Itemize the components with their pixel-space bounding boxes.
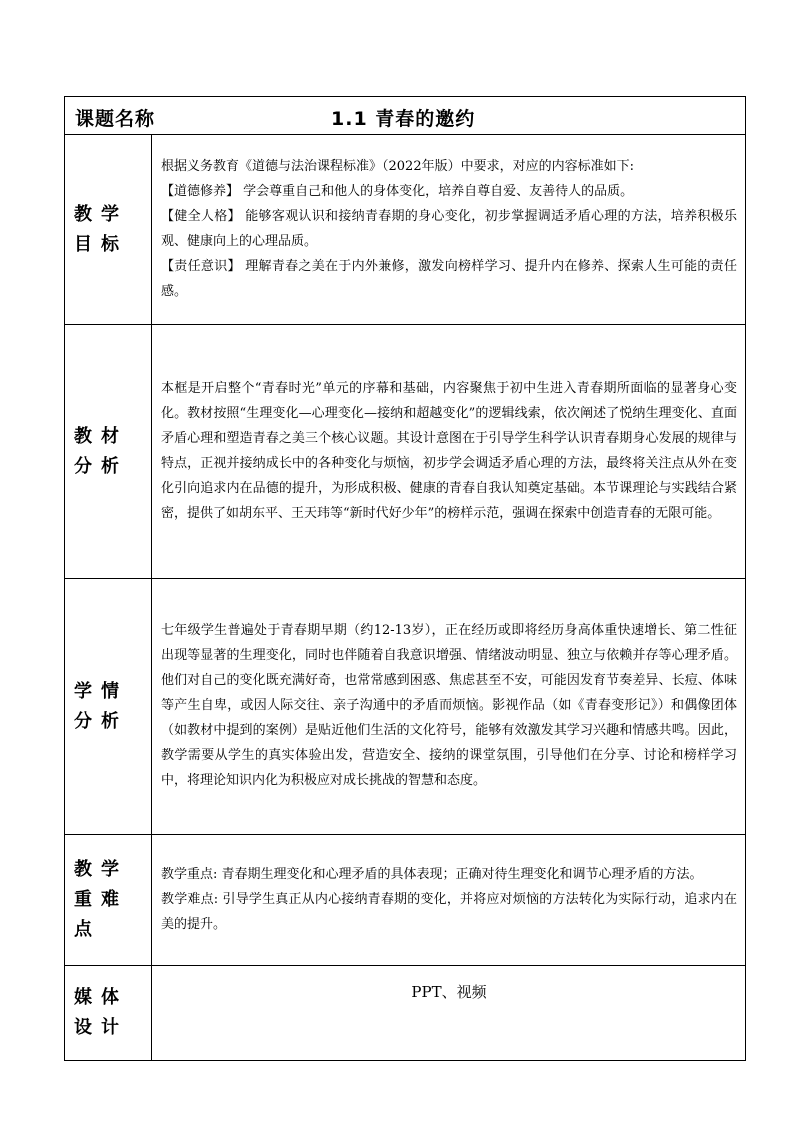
teaching-focus-text: 青春期生理变化和心理矛盾的具体表现；正确对待生理变化和调节心理矛盾的方法。 [217, 866, 703, 882]
goals-intro: 根据义务教育《道德与法治课程标准》（2022年版）中要求，对应的内容标准如下: [161, 158, 634, 174]
title-label: 课题名称 [75, 108, 156, 130]
teaching-focus [161, 862, 737, 887]
media-design-content: PPT、视频 [152, 966, 746, 1061]
media-design-row [65, 966, 746, 1061]
teaching-goals-row [65, 135, 746, 325]
teaching-goals-content [152, 135, 746, 325]
teaching-focus-tag: 教学重点: [161, 866, 218, 882]
teaching-difficulty-tag: 教学难点: [161, 891, 219, 907]
goal-text: 能够客观认识和接纳青春期的身心变化，初步掌握调适矛盾心理的方法，培养积极乐观、健康向上的心理品质。 [161, 208, 737, 249]
goal-item [161, 179, 737, 204]
material-analysis-text: 本框是开启整个“青春时光”单元的序幕和基础，内容聚焦于初中生进入青春期所面临的显著身心变化。教材按照“生理变化—心理变化—接纳和超越变化”的逻辑线索，依次阐述了悦纳生理变化、直面矛盾心理和塑造青春之美三个核心议题。其设计意图在于引导学生科学认识青春期身心发展的规律与特点，正视并接纳成长中的各种变化与烦恼，初步学会调适矛盾心理的方法，最终将关注点从外在变化引向追求内在品德的提升，为形成积极、健康的青春自我认知奠定基础。本节课理论与实践结合紧密，提供了如胡东平、王天玮等“新时代好少年”的榜样示范，强调在探索中创造青春的无限可能。 [161, 380, 737, 521]
goal-text: 学会尊重自己和他人的身体变化，培养自尊自爱、友善待人的品质。 [239, 183, 634, 199]
material-analysis-label: 教材分析 [65, 325, 152, 579]
media-design-label: 媒体设计 [65, 966, 152, 1061]
student-analysis-row [65, 579, 746, 835]
material-analysis-content [152, 325, 746, 579]
key-points-content [152, 835, 746, 966]
key-points-label: 教学重难点 [65, 835, 152, 966]
goal-tag: 【责任意识】 [161, 258, 241, 274]
teaching-difficulty [161, 887, 737, 937]
title-row [65, 97, 746, 135]
student-analysis-label: 学情分析 [65, 579, 152, 835]
title-cell [65, 97, 746, 135]
teaching-goals-label: 教学目标 [65, 135, 152, 325]
goal-item [161, 254, 737, 304]
goal-tag: 【健全人格】 [161, 208, 241, 224]
lesson-plan-table [64, 96, 746, 1061]
goal-text: 理解青春之美在于内外兼修，激发向榜样学习、提升内在修养、探索人生可能的责任感。 [161, 258, 737, 299]
student-analysis-content [152, 579, 746, 835]
key-points-row [65, 835, 746, 966]
lesson-title: 1.1 青春的邀约 [331, 108, 476, 130]
teaching-difficulty-text: 引导学生真正从内心接纳青春期的变化，并将应对烦恼的方法转化为实际行动，追求内在美的提升。 [161, 891, 737, 932]
goal-item [161, 204, 737, 254]
student-analysis-text: 七年级学生普遍处于青春期早期（约12-13岁），正在经历或即将经历身高体重快速增长、第二性征出现等显著的生理变化，同时也伴随着自我意识增强、情绪波动明显、独立与依赖并存等心理矛盾。他们对自己的变化既充满好奇，也常常感到困惑、焦虑甚至不安，可能因发育节奏差异、长痘、体味等产生自卑，或因人际交往、亲子沟通中的矛盾而烦恼。影视作品（如《青春变形记》）和偶像团体（如教材中提到的案例）是贴近他们生活的文化符号，能够有效激发其学习兴趣和情感共鸣。因此，教学需要从学生的真实体验出发，营造安全、接纳的课堂氛围，引导他们在分享、讨论和榜样学习中，将理论知识内化为积极应对成长挑战的智慧和态度。 [161, 623, 737, 788]
material-analysis-row [65, 325, 746, 579]
goal-tag: 【道德修养】 [161, 183, 240, 199]
